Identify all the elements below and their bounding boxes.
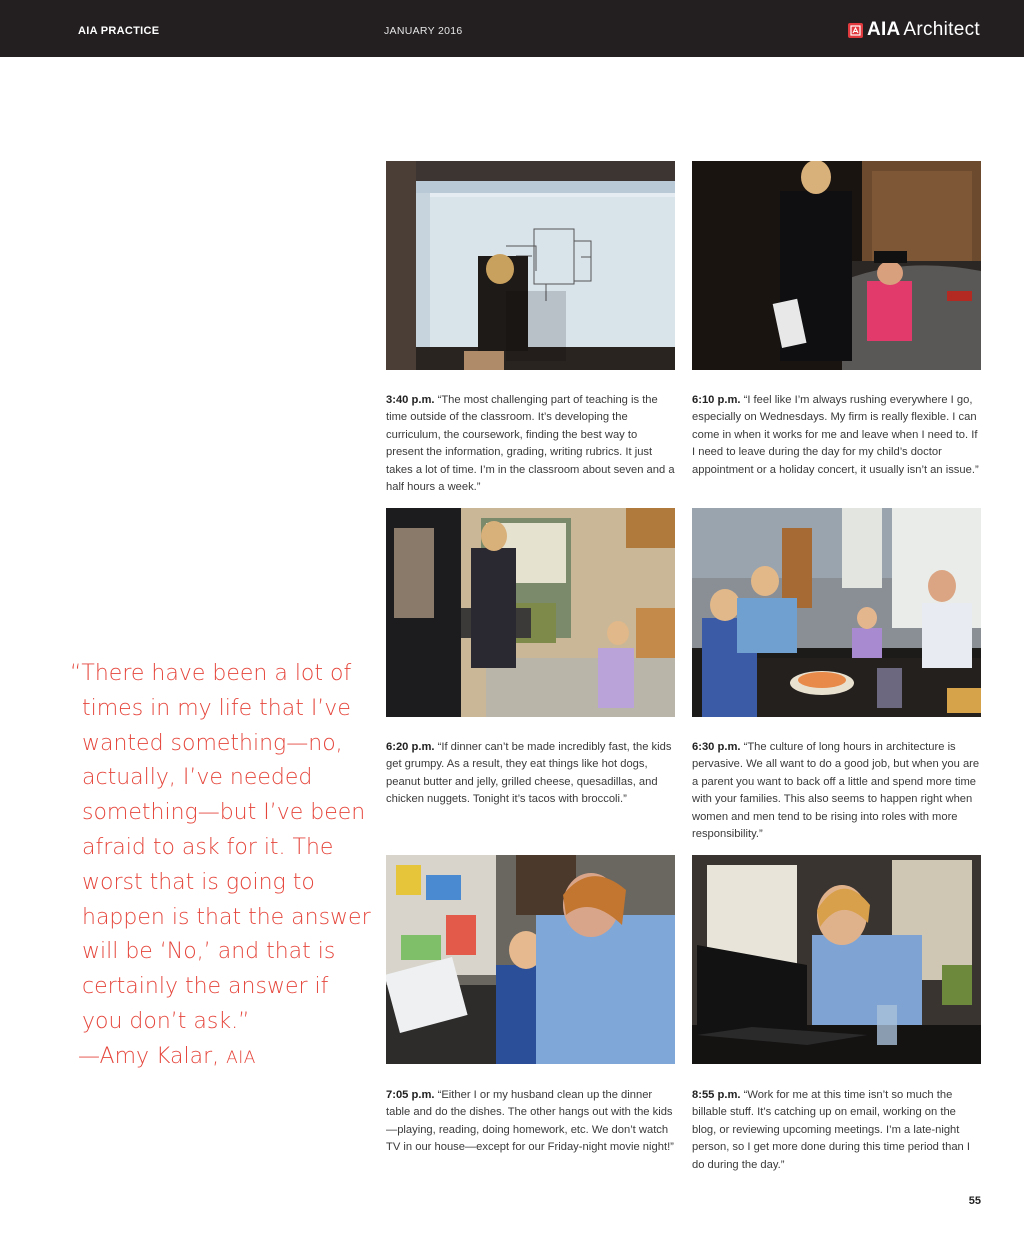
caption-6-20pm bbox=[386, 739, 676, 809]
quote-line: happen is that the answer bbox=[82, 904, 371, 930]
caption-time: 6:30 p.m. bbox=[692, 741, 741, 753]
caption-time: 7:05 p.m. bbox=[386, 1089, 435, 1101]
quote-line: certainly the answer if bbox=[82, 974, 329, 1000]
caption-8-55pm bbox=[692, 1087, 982, 1174]
caption-text: “The culture of long hours in architecture is pervasive. We all want to do a good job, but when you are a parent you want to back off a little and spend more time with your families. This also seems to happen right when women and men tend to be rising into roles with more responsibility.” bbox=[692, 741, 980, 841]
quote-line: worst that is going to bbox=[82, 869, 315, 895]
quote-attribution bbox=[70, 1040, 370, 1076]
photo-classroom bbox=[386, 161, 675, 370]
quote-line: times in my life that I’ve bbox=[82, 695, 351, 721]
caption-6-30pm bbox=[692, 739, 982, 843]
caption-text: “Work for me at this time isn’t so much the billable stuff. It’s catching up on email, working on the blog, or reviewing upcoming meetings. I’m a late-night person, so I get more done during this time period than I do during the day.” bbox=[692, 1089, 970, 1171]
pull-quote bbox=[70, 657, 370, 1076]
photo-garage bbox=[692, 161, 981, 370]
logo-architect-text: Architect bbox=[903, 19, 980, 40]
quote-line: something—but I’ve been bbox=[82, 800, 366, 826]
quote-line: “There have been a lot of bbox=[70, 661, 352, 686]
photo-kitchen bbox=[386, 508, 675, 717]
aia-logo-icon bbox=[848, 23, 863, 38]
caption-time: 6:20 p.m. bbox=[386, 741, 435, 753]
issue-date: JANUARY 2016 bbox=[384, 25, 463, 37]
photo-homework bbox=[386, 855, 675, 1064]
caption-time: 3:40 p.m. bbox=[386, 394, 435, 406]
photo-dinner bbox=[692, 508, 981, 717]
attribution-suffix: AIA bbox=[226, 1047, 256, 1068]
caption-time: 8:55 p.m. bbox=[692, 1089, 741, 1101]
page-number: 55 bbox=[968, 1195, 981, 1207]
caption-text: “Either I or my husband clean up the dinner table and do the dishes. The other hangs out with the kids—playing, reading, doing homework, etc. We don’t watch TV in our house—except for our Friday-night movie night!” bbox=[386, 1089, 674, 1154]
caption-time: 6:10 p.m. bbox=[692, 394, 741, 406]
aia-architect-logo bbox=[848, 19, 980, 41]
quote-line: wanted something—no, bbox=[82, 730, 343, 756]
caption-text: “If dinner can’t be made incredibly fast, the kids get grumpy. As a result, they eat things like hot dogs, peanut butter and jelly, grilled cheese, quesadillas, and chicken nuggets. Tonight it’s tacos with broccoli.” bbox=[386, 741, 672, 806]
caption-text: “I feel like I’m always rushing everywhere I go, especially on Wednesdays. My firm is really flexible. I can come in when it works for me and leave when I need to. If I need to leave during the day for my child’s doctor appointment or a holiday concert, it usually isn’t an issue.” bbox=[692, 394, 979, 476]
quote-line: you don’t ask.” bbox=[82, 1008, 250, 1034]
quote-line: actually, I’ve needed bbox=[82, 765, 313, 791]
section-label: AIA PRACTICE bbox=[78, 25, 160, 37]
logo-aia-text: AIA bbox=[867, 19, 901, 40]
page-header bbox=[0, 0, 1024, 57]
caption-text: “The most challenging part of teaching is the time outside of the classroom. It’s developing the curriculum, the coursework, finding the best way to present the information, grading, writing rubrics. It just takes a lot of time. I’m in the classroom about seven and a half hours a week.” bbox=[386, 394, 675, 494]
quote-line: will be ‘No,’ and that is bbox=[82, 939, 336, 965]
caption-6-10pm bbox=[692, 392, 982, 479]
photo-laptop bbox=[692, 855, 981, 1064]
caption-3-40pm bbox=[386, 392, 676, 496]
quote-line: afraid to ask for it. The bbox=[82, 834, 334, 860]
attribution-name: —Amy Kalar, bbox=[78, 1043, 227, 1069]
caption-7-05pm bbox=[386, 1087, 676, 1157]
